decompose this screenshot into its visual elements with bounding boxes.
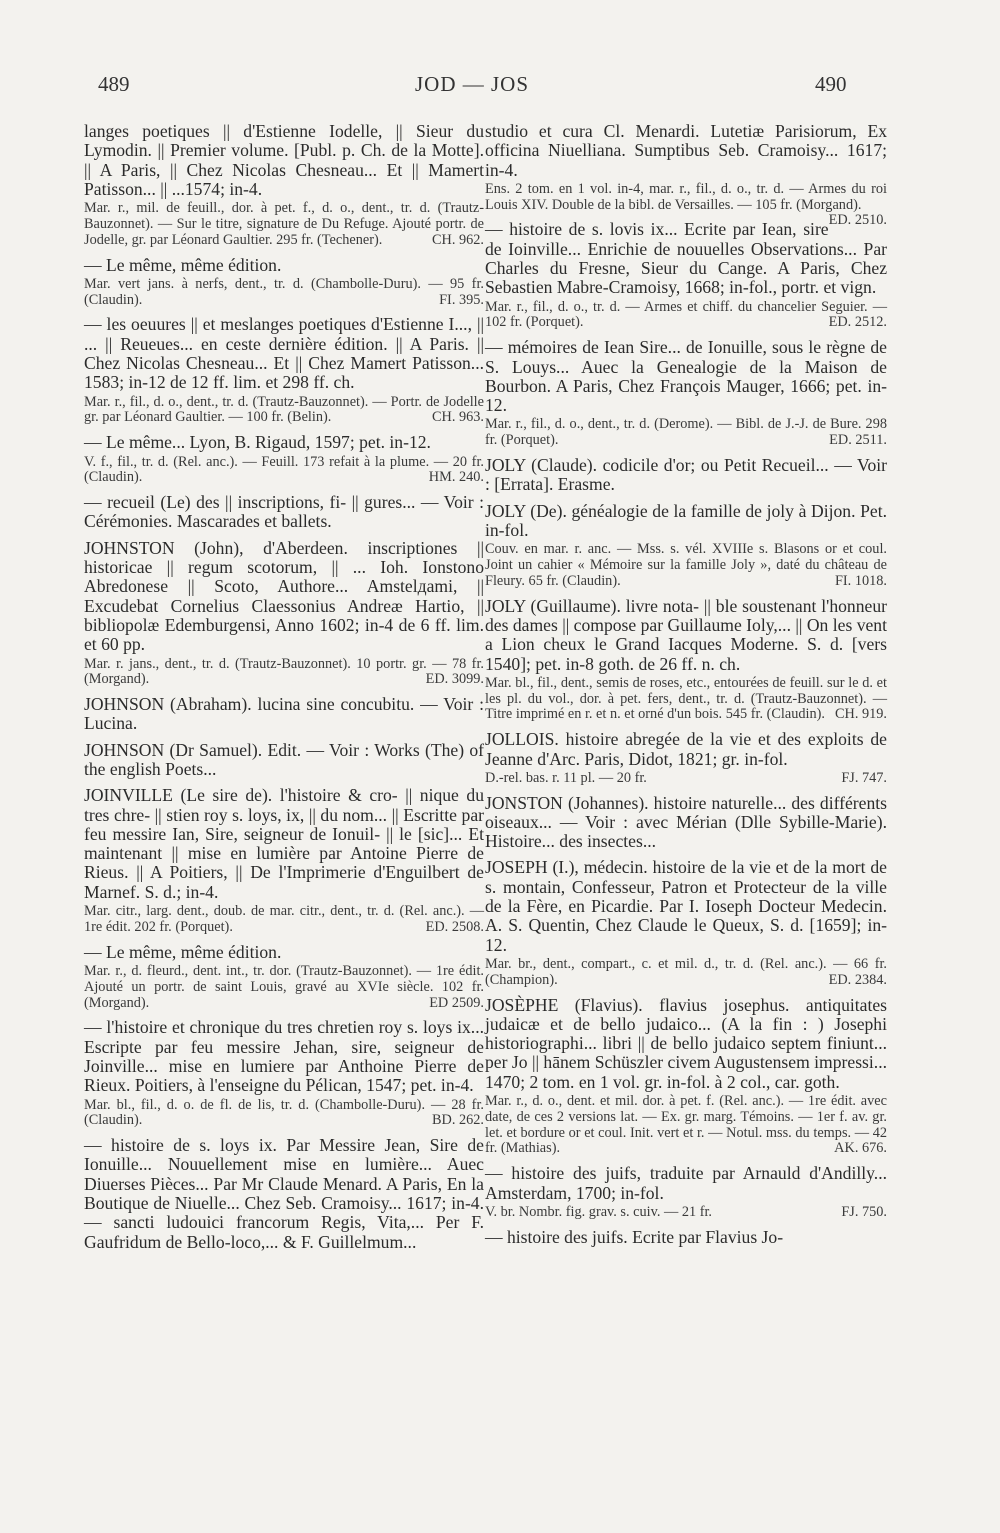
entry-binding-notes: V. f., fil., tr. d. (Rel. anc.). — Feuill. 173 refait à la plume. — 20 fr. (Claudin).	[84, 453, 484, 486]
catalog-entry	[84, 695, 484, 734]
entry-reference: FJ. 747.	[841, 769, 887, 786]
entry-title: JOSÈPHE (Flavius). flavius josephus. antiquitates judaicæ et de bello judaico... (A la fin : ) Josephi historiographi... libri || de bello judaico septem finiunt... per Jo || hānem Schüszler civem Augustensem impressi... 1470; 2 tom. en 1 vol. gr. in-fol. à 2 col., car. goth.	[485, 994, 887, 1092]
entry-binding-notes: Mar. bl., fil., d. o. de fl. de lis, tr. d. (Chambolle-Duru). — 28 fr. (Claudin).	[84, 1096, 484, 1129]
catalog-entry	[84, 256, 484, 309]
catalog-entry	[84, 1018, 484, 1129]
entry-details	[485, 771, 887, 787]
entry-details	[485, 417, 887, 449]
right-page-number: 490	[815, 72, 847, 96]
entry-title: — histoire de s. loys ix. Par Messire Jean, Sire de Ionuille... Nouuellement mise en lumière... Auec Diuerses Pièces... Par Mr Claude Menard. A Paris, En la Boutique de Niuelle... Chez Seb. Cramoisy... 1617; in-4. — sancti ludouici francorum Regis, Vita,... Per F. Gaufridum de Bello-loco,... & F. Guillelmum...	[84, 1135, 484, 1252]
entry-title: JOINVILLE (Le sire de). l'histoire & cro- || nique du tres chre- || stien roy s. loys, ix, || du nom... || Escritte par feu messire Ian, Sire, seigneur de Ionuil- || le [sic]... Et maintenant || mise en lumière par Antoine Pierre de Rieus. || A Poitiers, || De l'Imprimerie d'Enguilbert de Marnef. S. d.; in-4.	[84, 785, 484, 902]
entry-details	[84, 964, 484, 1011]
entry-title: studio et cura Cl. Menardi. Lutetiæ Parisiorum, Ex officina Niuelliana. Sumptibus Seb. Cramoisy... 1617; in-4.	[485, 121, 887, 180]
entry-details	[485, 300, 887, 332]
catalog-entry	[485, 502, 887, 590]
entry-reference: FI. 1018.	[834, 572, 887, 589]
entry-details	[485, 542, 887, 589]
catalog-entry	[485, 794, 887, 852]
entry-title: JOLY (Guillaume). livre nota- || ble soustenant l'honneur des dames || compose par Guillaume Ioly,... || On les vent a Lion cheux le Grand Iacques Moderne. S. d. [vers 1540]; pet. in-8 goth. de 26 ff. n. ch.	[485, 595, 887, 674]
catalog-entry	[84, 493, 484, 532]
entry-details	[84, 1098, 484, 1130]
entry-reference: CH. 963.	[431, 409, 484, 426]
catalog-entry	[84, 1136, 484, 1252]
entry-title: — Le même, même édition.	[84, 254, 282, 275]
catalog-entry	[485, 996, 887, 1158]
entry-title: — recueil (Le) des || inscriptions, fi- || gures... — Voir : Cérémonies. Mascarades et ballets.	[84, 492, 484, 532]
catalog-entry	[485, 597, 887, 724]
catalog-entry	[485, 456, 887, 495]
entry-details	[84, 455, 484, 487]
catalog-entry	[84, 539, 484, 688]
entry-details	[84, 277, 484, 309]
entry-details	[485, 1205, 887, 1221]
entry-title: — histoire des juifs, traduite par Arnauld d'Andilly... Amsterdam, 1700; in-fol.	[485, 1163, 887, 1203]
left-page-number: 489	[98, 72, 130, 96]
entry-title: — histoire des juifs. Ecrite par Flavius Jo-	[485, 1226, 784, 1247]
catalog-entry	[485, 338, 887, 449]
entry-details	[485, 957, 887, 989]
entry-binding-notes: Mar. r., d. fleurd., dent. int., tr. dor. (Trautz-Bauzonnet). — 1re édit. Ajouté un portr. de saint Louis, gravé au XVIe siècle. 102 fr. (Morgand).	[84, 962, 484, 1011]
catalog-entry	[84, 315, 484, 426]
entry-title: JOHNSTON (John), d'Aberdeen. inscriptiones || historicae || regum scotorum, || ... Ioh. Ionstono Abredonese || Scoto, Authore... Amstelдami, || Excudebat Cornelius Claessonius Andreæ Hartio, || bibliopolæ Edemburgensi, Anno 1602; in-4 de 6 ff. lim. et 60 pp.	[84, 537, 484, 655]
entry-binding-notes: Mar. vert jans. à nerfs, dent., tr. d. (Chambolle-Duru). — 95 fr. (Claudin).	[84, 275, 484, 308]
entry-title: JOLLOIS. histoire abregée de la vie et des exploits de Jeanne d'Arc. Paris, Didot, 1821; gr. in-fol.	[485, 729, 887, 769]
entry-binding-notes: Ens. 2 tom. en 1 vol. in-4, mar. r., fil., d. o., tr. d. — Armes du roi Louis XIV. Double de la bibl. de Versailles. — 105 fr. (Morgand).	[485, 180, 887, 213]
entry-reference: FJ. 750.	[841, 1203, 887, 1220]
entry-reference: ED. 2512.	[828, 314, 887, 331]
entry-reference: BD. 262.	[431, 1112, 484, 1129]
entry-details	[84, 201, 484, 248]
entry-details	[485, 676, 887, 723]
entry-binding-notes: Couv. en mar. r. anc. — Mss. s. vél. XVIIIe s. Blasons or et coul. Joint un cahier « Mémoire sur la famille Joly », daté du château de Fleury. 65 fr. (Claudin).	[485, 541, 887, 589]
entry-details	[485, 180, 887, 229]
entry-binding-notes: Mar. bl., fil., dent., semis de roses, etc., entourées de feuill. sur le d. et les pl. du vol., dor. à pet. fers, dent., tr. d. (Trautz-Bauzonnet). — Titre imprimé en r. et n. et orné d'un bois. 545 fr. (Claudin).	[485, 674, 887, 723]
entry-title: JOLY (De). généalogie de la famille de joly à Dijon. Pet. in-fol.	[485, 500, 887, 540]
entry-title: JOHNSON (Dr Samuel). Edit. — Voir : Works (The) of the english Poets...	[84, 739, 484, 779]
entry-title: — Le même... Lyon, B. Rigaud, 1597; pet. in-12.	[84, 432, 431, 453]
entry-title: — mémoires de Iean Sire... de Ionuille, sous le règne de S. Louys... Auec la Genealogie de la Maison de Bourbon. A Paris, Chez François Mauger, 1666; pet. in-12.	[485, 337, 887, 416]
entry-reference: CH. 962.	[431, 231, 484, 248]
entry-binding-notes: Mar. r., mil. de feuill., dor. à pet. f., d. o., dent., tr. d. (Trautz-Bauzonnet). — Sur le titre, signature de Du Refuge. Ajouté portr. de Jodelle, gr. par Léonard Gaultier. 295 fr. (Techener).	[84, 200, 484, 248]
catalog-entry	[84, 786, 484, 935]
entry-title: — histoire de s. lovis ix... Ecrite par Iean, sire de Ioinville... Enrichie de nouuelles Observations... Par Charles du Fresne, Sieur du Cange. A Paris, Chez Sebastien Mabre-Cramoisy, 1668; in-fol., portr. et vign.	[485, 219, 887, 298]
entry-details	[84, 657, 484, 689]
entry-binding-notes: Mar. r., fil., d. o., dent., tr. d. (Derome). — Bibl. de J.-J. de Bure. 298 fr. (Porquet).	[485, 416, 887, 449]
entry-details	[485, 1094, 887, 1157]
running-title: JOD — JOS	[415, 72, 530, 96]
entry-binding-notes: Mar. citr., larg. dent., doub. de mar. citr., dent., tr. d. (Rel. anc.). — 1re édit. 202 fr. (Porquet).	[84, 903, 484, 935]
catalog-entry	[84, 433, 484, 486]
entry-reference: ED. 3099.	[425, 671, 484, 688]
left-column	[84, 122, 484, 1259]
entry-reference: ED. 2508.	[425, 918, 484, 935]
entry-title: JONSTON (Johannes). histoire naturelle... des différents oiseaux... — Voir : avec Mérian (Dlle Sybille-Marie). Histoire... des insectes...	[485, 792, 887, 852]
entry-reference: ED. 2510.	[828, 212, 887, 229]
catalog-entry	[485, 730, 887, 786]
entry-reference: FI. 395.	[439, 291, 484, 308]
entry-title: — Le même, même édition.	[84, 941, 282, 962]
catalog-entry	[485, 1228, 887, 1247]
entry-title: JOSEPH (I.), médecin. histoire de la vie et de la mort de s. montain, Confesseur, Patron et Protecteur de la ville de la Fère, en Picardie. Par I. Ioseph Docteur Medecin. A. S. Quentin, Chez Claude le Queux, S. d. [1659]; in-12.	[485, 857, 887, 955]
entry-reference: ED. 2511.	[829, 432, 887, 449]
catalog-entry	[485, 1164, 887, 1220]
catalog-entry	[485, 121, 887, 229]
entry-title: JOLY (Claude). codicile d'or; ou Petit Recueil... — Voir : [Errata]. Erasme.	[485, 455, 887, 495]
right-column	[485, 122, 887, 1254]
catalog-entry	[485, 220, 887, 331]
entry-reference: ED 2509.	[429, 994, 484, 1011]
entry-reference: ED. 2384.	[828, 971, 887, 988]
entry-reference: CH. 919.	[834, 706, 887, 723]
entry-reference: AK. 676.	[834, 1140, 887, 1157]
catalog-entry	[84, 741, 484, 780]
entry-binding-notes: Mar. r., d. o., dent. et mil. dor. à pet. f. (Rel. anc.). — 1re édit. avec date, de ces 2 versions lat. — Ex. gr. marg. Témoins. — 1er f. av. gr. let. et bordure or et coul. Init. vert et r. — Notul. mss. du temps. — 42 fr. (Mathias).	[485, 1093, 887, 1157]
entry-binding-notes: Mar. r. jans., dent., tr. d. (Trautz-Bauzonnet). 10 portr. gr. — 78 fr. (Morgand).	[84, 655, 484, 688]
entry-binding-notes: V. br. Nombr. fig. grav. s. cuiv. — 21 fr.	[485, 1203, 713, 1220]
catalog-entry	[84, 943, 484, 1012]
entry-binding-notes: Mar. r., fil., d. o., dent., tr. d. (Trautz-Bauzonnet). — Portr. de Jodelle gr. par Léonard Gaultier. — 100 fr. (Belin).	[84, 393, 484, 426]
entry-details	[84, 395, 484, 427]
entry-title: — l'histoire et chronique du tres chretien roy s. loys ix... Escripte par feu messire Jehan, sire, seigneur de Joinville... mise en lumiere par Anthoine Pierre de Rieux. Poitiers, à l'enseigne du Pélican, 1547; pet. in-4.	[84, 1017, 484, 1096]
entry-title: JOHNSON (Abraham). lucina sine concubitu. — Voir : Lucina.	[84, 694, 484, 734]
entry-title: langes poetiques || d'Estienne Iodelle, || Sieur du Lymodin. || Premier volume. [Publ. p. Ch. de la Motte]. || A Paris, || Chez Nicolas Chesneau... Et || Mamert Patisson... || ...1574; in-4.	[84, 121, 484, 199]
entry-details	[84, 904, 484, 936]
catalog-entry	[485, 858, 887, 988]
entry-binding-notes: Mar. br., dent., compart., c. et mil. d., tr. d. (Rel. anc.). — 66 fr. (Champion).	[485, 955, 887, 988]
entry-binding-notes: D.-rel. bas. r. 11 pl. — 20 fr.	[485, 769, 647, 786]
entry-title: — les oeuures || et meslanges poetiques d'Estienne I..., || ... || Reueues... en ceste dernière édition. || A Paris. || Chez Nicolas Chesneau... Et || Chez Mamert Patisson... 1583; in-12 de 12 ff. lim. et 298 ff. ch.	[84, 314, 484, 393]
entry-binding-notes: Mar. r., fil., d. o., tr. d. — Armes et chiff. du chancelier Seguier. — 102 fr. (Porquet).	[485, 298, 887, 331]
entry-reference: HM. 240.	[428, 469, 484, 486]
catalog-entry	[84, 122, 484, 249]
